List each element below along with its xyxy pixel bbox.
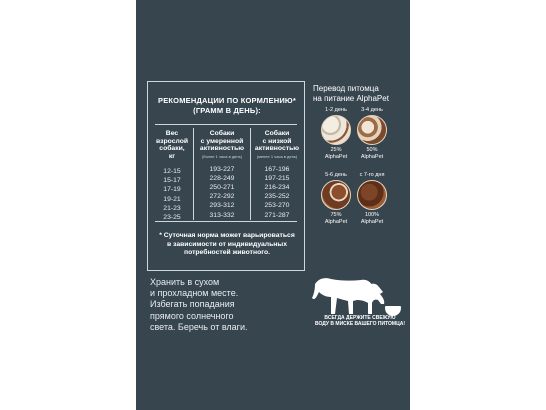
stage-percent-label: 75% AlphaPet: [324, 212, 348, 225]
moderate-value: 313-332: [209, 211, 235, 219]
stage-days-label: 5-6 день: [325, 172, 347, 178]
low-activity-values: [252, 165, 302, 220]
moderate-value: 228-249: [209, 174, 235, 182]
moderate-activity-column: [195, 130, 249, 220]
storage-instructions: Хранить в сухом и прохладном месте. Избегать попадания прямого солнечного света. Беречь от влаги.: [150, 277, 248, 332]
weight-values: [152, 167, 192, 222]
food-bowl-image: [321, 180, 351, 210]
moderate-activity-header: Собаки с умеренной активностью: [199, 130, 245, 152]
transition-stage-3: [316, 172, 356, 225]
feeding-table: [147, 81, 305, 271]
water-reminder: ВСЕГДА ДЕРЖИТЕ СВЕЖУЮ ВОДУ В МИСКЕ ВАШЕГО ПИТОМЦА!: [314, 315, 406, 328]
weight-value: 12-15: [163, 168, 181, 175]
low-activity-subheader: (менее 1 часа в день): [256, 153, 298, 159]
low-value: 216-234: [264, 183, 290, 191]
feeding-footnote: * Суточная норма может варьироваться в зависимости от индивидуальных потребностей животного.: [159, 232, 295, 257]
weight-value: 15-17: [163, 177, 181, 185]
stage-percent-label: 25% AlphaPet: [324, 147, 348, 160]
stage-days-label: 3-4 день: [361, 107, 383, 113]
moderate-value: 272-292: [209, 193, 235, 201]
food-bowl-image: [321, 115, 351, 145]
weight-value: 21-23: [163, 204, 181, 212]
food-bowl-image: [357, 180, 387, 210]
stage-days-label: с 7-го дня: [359, 172, 385, 178]
low-value: 271-287: [264, 211, 290, 219]
moderate-activity-values: [195, 165, 249, 220]
weight-value: 17-19: [163, 186, 181, 194]
table-top-rule: [155, 124, 297, 125]
feeding-title: РЕКОМЕНДАЦИИ ПО КОРМЛЕНИЮ* (ГРАММ В ДЕНЬ):: [158, 96, 296, 115]
transition-stage-4: [352, 172, 392, 225]
low-activity-header: Собаки с низкой активностью: [254, 130, 300, 152]
moderate-value: 193-227: [209, 165, 235, 173]
low-value: 197-215: [264, 174, 290, 182]
weight-column-header: Вес взрослой собаки, кг: [155, 130, 189, 160]
weight-value: 23-25: [163, 214, 181, 222]
table-bottom-rule: [155, 221, 297, 222]
moderate-value: 250-271: [209, 183, 235, 191]
low-activity-column: [252, 130, 302, 220]
low-value: 253-270: [264, 202, 290, 210]
moderate-value: 293-312: [209, 202, 235, 210]
weight-column: [152, 130, 192, 222]
transition-title: Перевод питомца на питание AlphaPet: [313, 84, 389, 103]
food-bowl-image: [357, 115, 387, 145]
stage-percent-label: 100% AlphaPet: [360, 212, 384, 225]
stage-days-label: 1-2 день: [325, 107, 347, 113]
weight-value: 19-21: [163, 195, 181, 203]
transition-stage-2: [352, 107, 392, 160]
low-value: 235-252: [264, 193, 290, 201]
column-divider-2: [250, 128, 251, 220]
low-value: 167-196: [264, 165, 290, 173]
stage-percent-label: 50% AlphaPet: [360, 147, 384, 160]
moderate-activity-subheader: (более 1 часа в день): [201, 153, 243, 159]
transition-stage-1: [316, 107, 356, 160]
column-divider-1: [193, 128, 194, 220]
